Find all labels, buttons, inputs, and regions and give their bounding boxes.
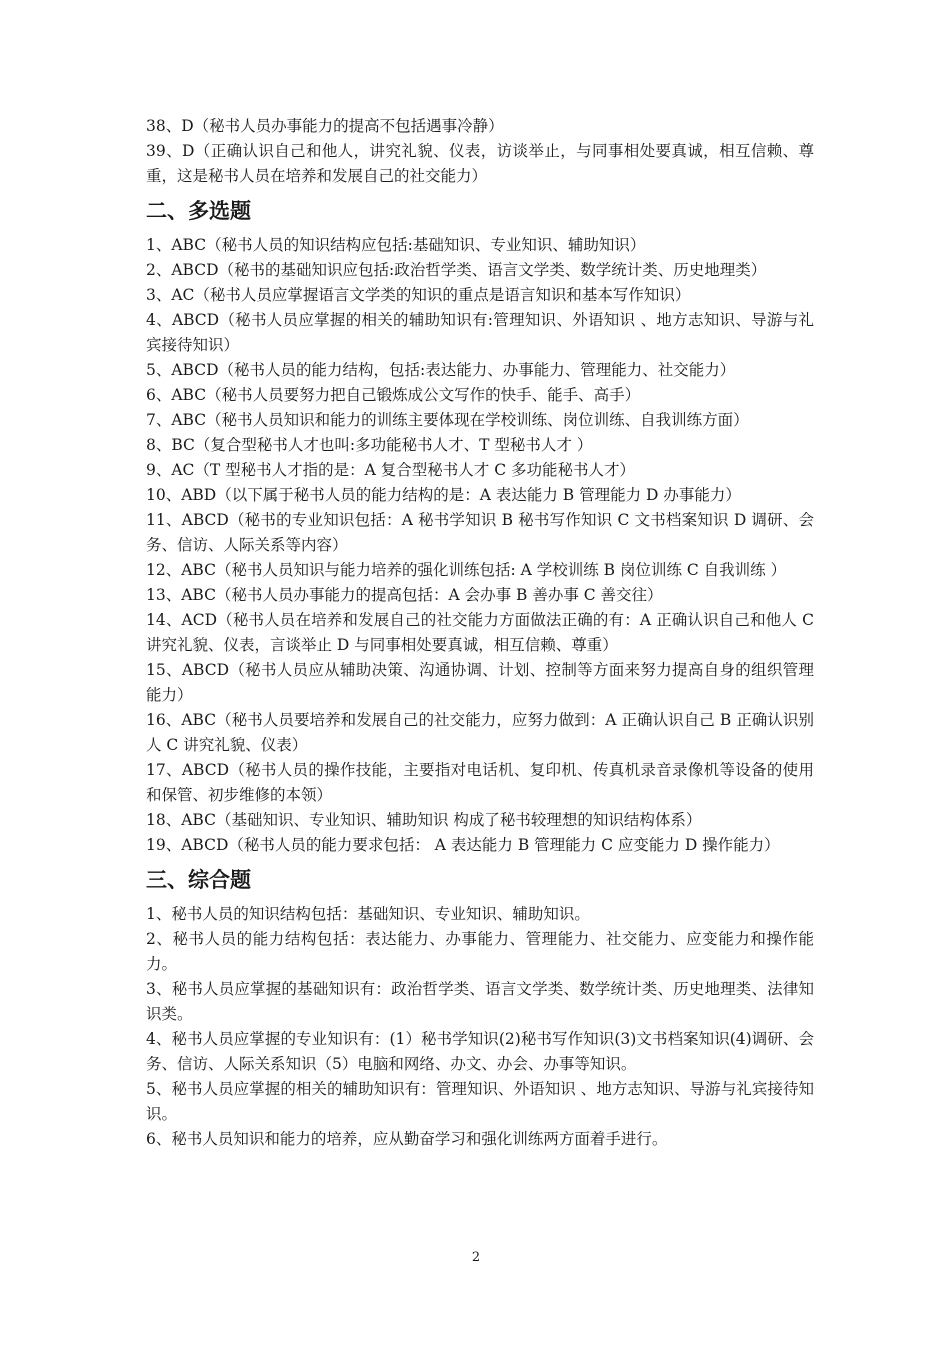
answer-item: 1、ABC（秘书人员的知识结构应包括:基础知识、专业知识、辅助知识） xyxy=(146,236,646,254)
answer-item: 6、ABC（秘书人员要努力把自己锻炼成公文写作的快手、能手、高手） xyxy=(146,386,641,404)
document-page xyxy=(146,114,814,1152)
answer-item: 5、ABCD（秘书人员的能力结构，包括:表达能力、办事能力、管理能力、社交能力） xyxy=(146,361,736,379)
answer-item: 4、ABCD（秘书人员应掌握的相关的辅助知识有:管理知识、外语知识 、地方志知识、导游与礼宾接待知识） xyxy=(146,311,814,354)
answer-item: 38、D（秘书人员办事能力的提高不包括遇事冷静） xyxy=(146,117,504,135)
answer-item: 1、秘书人员的知识结构包括：基础知识、专业知识、辅助知识。 xyxy=(146,905,590,923)
answer-item: 7、ABC（秘书人员知识和能力的训练主要体现在学校训练、岗位训练、自我训练方面） xyxy=(146,411,749,429)
answer-item: 10、ABD（以下属于秘书人员的能力结构的是：A 表达能力 B 管理能力 D 办事能力） xyxy=(146,486,741,504)
comprehensive-answers xyxy=(146,902,814,1152)
section-title-multiple-choice: 二、多选题 xyxy=(146,199,251,223)
answer-item: 3、AC（秘书人员应掌握语言文学类的知识的重点是语言知识和基本写作知识） xyxy=(146,286,691,304)
answer-item: 39、D（正确认识自己和他人，讲究礼貌、仪表，访谈举止，与同事相处要真诚，相互信赖、尊重，这是秘书人员在培养和发展自己的社交能力） xyxy=(146,142,814,185)
answer-item: 2、ABCD（秘书的基础知识应包括:政治哲学类、语言文学类、数学统计类、历史地理类） xyxy=(146,261,767,279)
answer-item: 13、ABC（秘书人员办事能力的提高包括：A 会办事 B 善办事 C 善交往） xyxy=(146,586,663,604)
answer-item: 19、ABCD（秘书人员的能力要求包括： A 表达能力 B 管理能力 C 应变能力 D 操作能力） xyxy=(146,836,780,854)
section-title-comprehensive: 三、综合题 xyxy=(146,868,251,892)
multiple-choice-answers xyxy=(146,233,814,858)
answer-item: 9、AC（T 型秘书人才指的是：A 复合型秘书人才 C 多功能秘书人才） xyxy=(146,461,636,479)
answer-item: 17、ABCD（秘书人员的操作技能，主要指对电话机、复印机、传真机录音录像机等设备的使用和保管、初步维修的本领） xyxy=(146,761,814,804)
answer-item: 15、ABCD（秘书人员应从辅助决策、沟通协调、计划、控制等方面来努力提高自身的组织管理能力） xyxy=(146,661,814,704)
answer-item: 16、ABC（秘书人员要培养和发展自己的社交能力，应努力做到：A 正确认识自己 B 正确认识别人 C 讲究礼貌、仪表） xyxy=(146,711,814,754)
answer-item: 5、秘书人员应掌握的相关的辅助知识有：管理知识、外语知识 、地方志知识、导游与礼宾接待知识。 xyxy=(146,1080,814,1123)
answer-item: 14、ACD（秘书人员在培养和发展自己的社交能力方面做法正确的有：A 正确认识自己和他人 C 讲究礼貌、仪表，言谈举止 D 与同事相处要真诚，相互信赖、尊重） xyxy=(146,611,814,654)
intro-answers xyxy=(146,114,814,189)
answer-item: 11、ABCD（秘书的专业知识包括：A 秘书学知识 B 秘书写作知识 C 文书档案知识 D 调研、会务、信访、人际关系等内容） xyxy=(146,511,814,554)
answer-item: 6、秘书人员知识和能力的培养，应从勤奋学习和强化训练两方面着手进行。 xyxy=(146,1130,668,1148)
answer-item: 3、秘书人员应掌握的基础知识有：政治哲学类、语言文学类、数学统计类、历史地理类、法律知识类。 xyxy=(146,980,814,1023)
answer-item: 18、ABC（基础知识、专业知识、辅助知识 构成了秘书较理想的知识结构体系） xyxy=(146,811,702,829)
answer-item: 8、BC（复合型秘书人才也叫:多功能秘书人才、T 型秘书人才 ） xyxy=(146,436,593,454)
answer-item: 2、秘书人员的能力结构包括：表达能力、办事能力、管理能力、社交能力、应变能力和操作能力。 xyxy=(146,930,814,973)
page-number: 2 xyxy=(471,1250,481,1265)
answer-item: 12、ABC（秘书人员知识与能力培养的强化训练包括: A 学校训练 B 岗位训练 C 自我训练 ） xyxy=(146,561,787,579)
answer-item: 4、秘书人员应掌握的专业知识有：(1）秘书学知识(2)秘书写作知识(3)文书档案知识(4)调研、会务、信访、人际关系知识（5）电脑和网络、办文、办会、办事等知识。 xyxy=(146,1030,814,1073)
